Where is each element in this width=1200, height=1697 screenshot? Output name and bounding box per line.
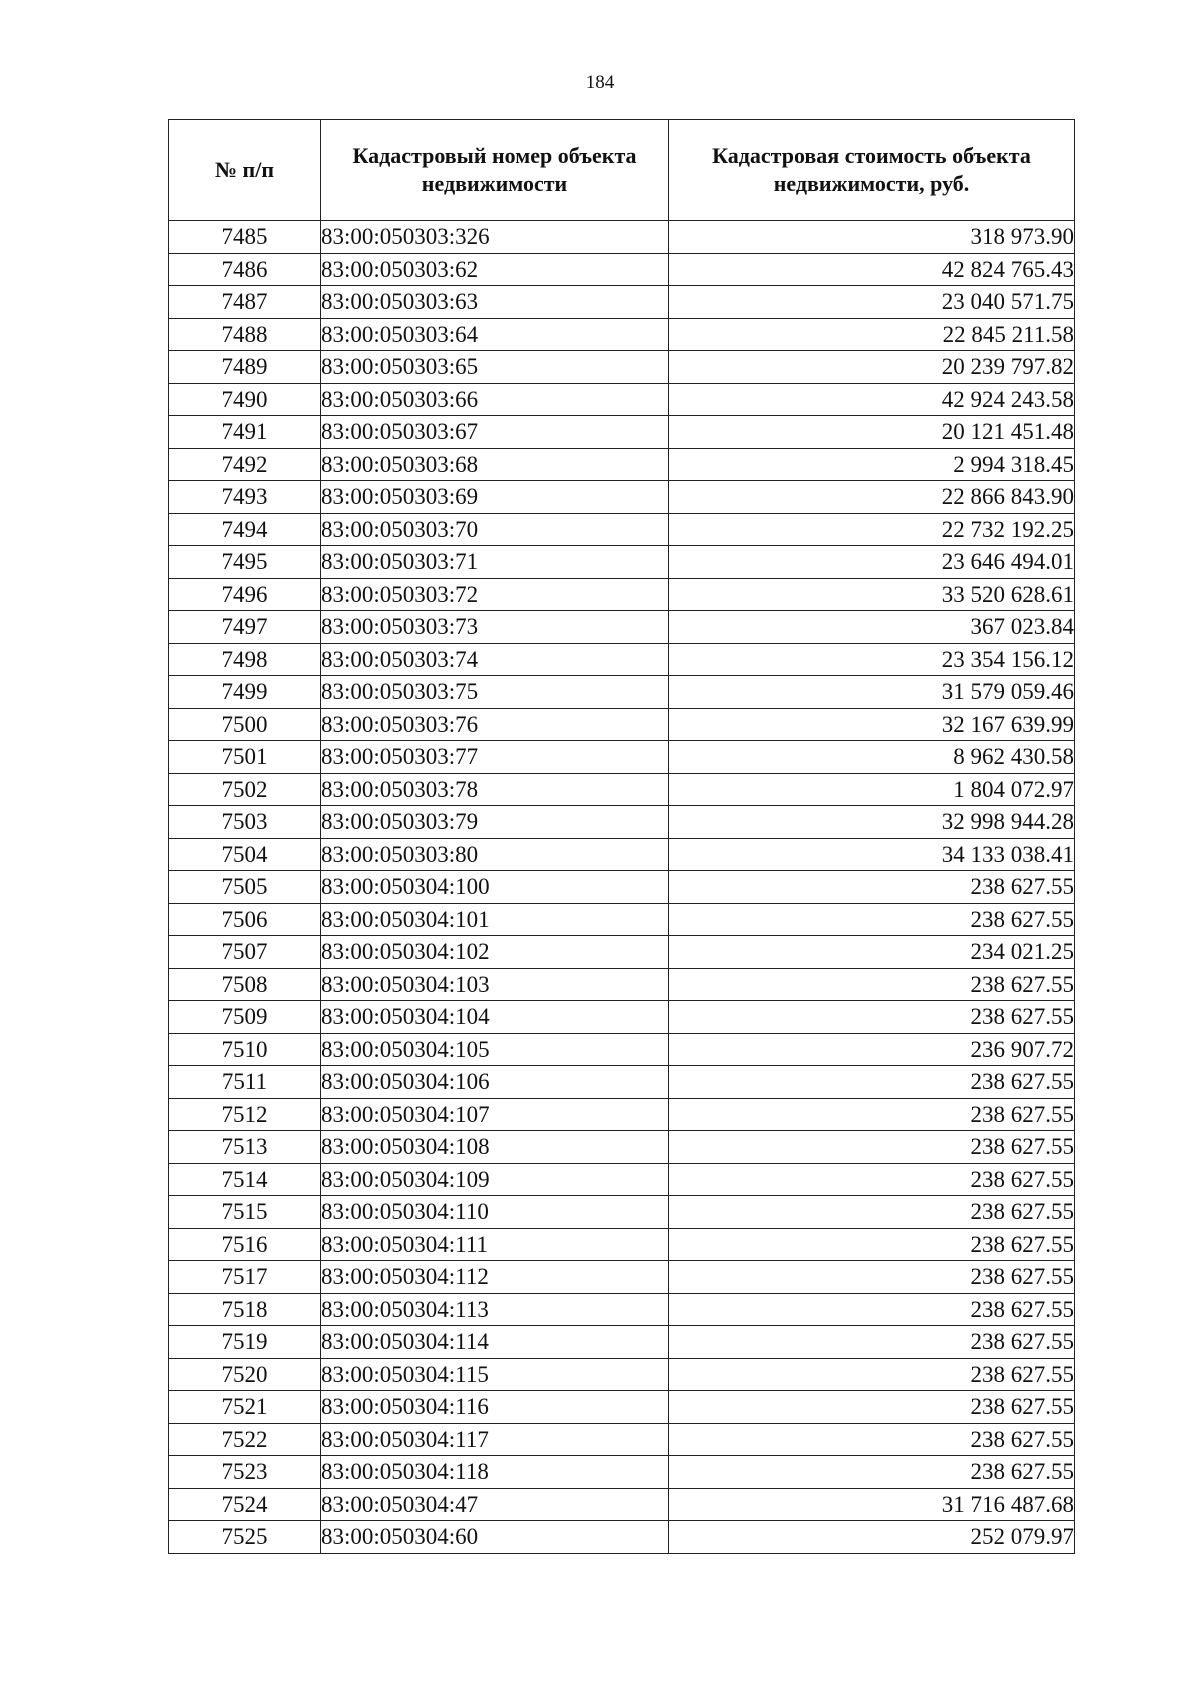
cadastral-value-cell: 318 973.90: [669, 221, 1075, 254]
cadastral-value-cell: 32 998 944.28: [669, 806, 1075, 839]
cadastral-value-cell: 238 627.55: [669, 1326, 1075, 1359]
table-row: [169, 1131, 1075, 1164]
cadastral-number-cell: 83:00:050303:72: [321, 578, 669, 611]
cadastral-value-cell: 238 627.55: [669, 1001, 1075, 1034]
row-number-cell: 7500: [169, 708, 321, 741]
row-number-cell: 7522: [169, 1423, 321, 1456]
table-row: [169, 676, 1075, 709]
row-number-cell: 7494: [169, 513, 321, 546]
cadastral-value-cell: 33 520 628.61: [669, 578, 1075, 611]
row-number-cell: 7487: [169, 286, 321, 319]
row-number-cell: 7524: [169, 1488, 321, 1521]
cadastral-value-cell: 32 167 639.99: [669, 708, 1075, 741]
cadastral-number-cell: 83:00:050303:66: [321, 383, 669, 416]
cadastral-number-cell: 83:00:050303:68: [321, 448, 669, 481]
page-number: 184: [585, 72, 615, 93]
row-number-cell: 7492: [169, 448, 321, 481]
table-row: [169, 1488, 1075, 1521]
cadastral-number-cell: 83:00:050303:80: [321, 838, 669, 871]
cadastral-value-cell: 42 924 243.58: [669, 383, 1075, 416]
row-number-cell: 7486: [169, 253, 321, 286]
table-row: [169, 1456, 1075, 1489]
table-row: [169, 611, 1075, 644]
cadastral-value-cell: 1 804 072.97: [669, 773, 1075, 806]
cadastral-number-cell: 83:00:050304:111: [321, 1228, 669, 1261]
cadastral-number-cell: 83:00:050304:108: [321, 1131, 669, 1164]
cadastral-value-cell: 22 845 211.58: [669, 318, 1075, 351]
row-number-cell: 7498: [169, 643, 321, 676]
cadastral-value-cell: 238 627.55: [669, 1261, 1075, 1294]
table-row: [169, 1391, 1075, 1424]
cadastral-value-cell: 23 354 156.12: [669, 643, 1075, 676]
cadastral-number-cell: 83:00:050304:116: [321, 1391, 669, 1424]
cadastral-value-cell: 238 627.55: [669, 1358, 1075, 1391]
cadastral-value-cell: 238 627.55: [669, 1066, 1075, 1099]
cadastral-number-cell: 83:00:050304:110: [321, 1196, 669, 1229]
row-number-cell: 7493: [169, 481, 321, 514]
table-row: [169, 416, 1075, 449]
table-row: [169, 903, 1075, 936]
table-row: [169, 1001, 1075, 1034]
cadastral-value-cell: 42 824 765.43: [669, 253, 1075, 286]
cadastral-number-cell: 83:00:050303:77: [321, 741, 669, 774]
cadastral-number-cell: 83:00:050303:76: [321, 708, 669, 741]
cadastral-value-cell: 20 121 451.48: [669, 416, 1075, 449]
cadastral-value-cell: 238 627.55: [669, 1163, 1075, 1196]
row-number-cell: 7517: [169, 1261, 321, 1294]
cadastral-value-cell: 2 994 318.45: [669, 448, 1075, 481]
cadastral-value-cell: 238 627.55: [669, 968, 1075, 1001]
row-number-cell: 7501: [169, 741, 321, 774]
row-number-cell: 7507: [169, 936, 321, 969]
table-row: [169, 286, 1075, 319]
cadastral-value-cell: 8 962 430.58: [669, 741, 1075, 774]
cadastral-number-cell: 83:00:050304:104: [321, 1001, 669, 1034]
table-row: [169, 1326, 1075, 1359]
table-row: [169, 1098, 1075, 1131]
cadastral-value-cell: 236 907.72: [669, 1033, 1075, 1066]
cadastral-value-cell: 31 579 059.46: [669, 676, 1075, 709]
cadastral-value-cell: 238 627.55: [669, 1196, 1075, 1229]
cadastral-value-cell: 238 627.55: [669, 903, 1075, 936]
row-number-cell: 7523: [169, 1456, 321, 1489]
row-number-cell: 7491: [169, 416, 321, 449]
table-row: [169, 968, 1075, 1001]
row-number-cell: 7520: [169, 1358, 321, 1391]
cadastral-number-cell: 83:00:050304:109: [321, 1163, 669, 1196]
cadastral-number-cell: 83:00:050304:60: [321, 1521, 669, 1554]
cadastral-number-cell: 83:00:050303:74: [321, 643, 669, 676]
cadastral-value-cell: 238 627.55: [669, 1098, 1075, 1131]
cadastral-number-cell: 83:00:050303:73: [321, 611, 669, 644]
row-number-cell: 7489: [169, 351, 321, 384]
row-number-cell: 7503: [169, 806, 321, 839]
cadastral-number-cell: 83:00:050303:65: [321, 351, 669, 384]
row-number-cell: 7516: [169, 1228, 321, 1261]
row-number-cell: 7512: [169, 1098, 321, 1131]
cadastral-value-cell: 22 866 843.90: [669, 481, 1075, 514]
cadastral-number-cell: 83:00:050304:114: [321, 1326, 669, 1359]
cadastral-number-cell: 83:00:050303:71: [321, 546, 669, 579]
table-row: [169, 838, 1075, 871]
row-number-cell: 7485: [169, 221, 321, 254]
row-number-cell: 7488: [169, 318, 321, 351]
cadastral-number-cell: 83:00:050304:102: [321, 936, 669, 969]
cadastral-value-cell: 238 627.55: [669, 1293, 1075, 1326]
cadastral-number-cell: 83:00:050303:78: [321, 773, 669, 806]
cadastral-number-cell: 83:00:050304:117: [321, 1423, 669, 1456]
table-row: [169, 1358, 1075, 1391]
table-row: [169, 1033, 1075, 1066]
row-number-cell: 7525: [169, 1521, 321, 1554]
table-row: [169, 1521, 1075, 1554]
cadastral-number-cell: 83:00:050303:64: [321, 318, 669, 351]
table-row: [169, 1196, 1075, 1229]
table-row: [169, 936, 1075, 969]
cadastral-number-cell: 83:00:050303:63: [321, 286, 669, 319]
cadastral-number-cell: 83:00:050304:101: [321, 903, 669, 936]
cadastral-number-cell: 83:00:050303:69: [321, 481, 669, 514]
table-row: [169, 448, 1075, 481]
table-row: [169, 871, 1075, 904]
table-row: [169, 1228, 1075, 1261]
table-row: [169, 1261, 1075, 1294]
cadastral-number-cell: 83:00:050303:67: [321, 416, 669, 449]
header-row-number: № п/п: [169, 120, 321, 221]
row-number-cell: 7497: [169, 611, 321, 644]
row-number-cell: 7499: [169, 676, 321, 709]
cadastral-value-cell: 23 646 494.01: [669, 546, 1075, 579]
row-number-cell: 7506: [169, 903, 321, 936]
cadastral-value-cell: 238 627.55: [669, 1391, 1075, 1424]
cadastral-number-cell: 83:00:050304:47: [321, 1488, 669, 1521]
row-number-cell: 7515: [169, 1196, 321, 1229]
table-row: [169, 806, 1075, 839]
table-row: [169, 643, 1075, 676]
table-row: [169, 481, 1075, 514]
table-row: [169, 318, 1075, 351]
row-number-cell: 7490: [169, 383, 321, 416]
table-row: [169, 351, 1075, 384]
table-row: [169, 1423, 1075, 1456]
cadastral-value-cell: 22 732 192.25: [669, 513, 1075, 546]
cadastral-number-cell: 83:00:050304:107: [321, 1098, 669, 1131]
header-cadastral-value: Кадастровая стоимость объекта недвижимости, руб.: [669, 120, 1075, 221]
row-number-cell: 7508: [169, 968, 321, 1001]
table-row: [169, 513, 1075, 546]
cadastral-value-cell: 34 133 038.41: [669, 838, 1075, 871]
row-number-cell: 7519: [169, 1326, 321, 1359]
cadastral-number-cell: 83:00:050304:112: [321, 1261, 669, 1294]
cadastral-number-cell: 83:00:050304:113: [321, 1293, 669, 1326]
cadastral-number-cell: 83:00:050303:79: [321, 806, 669, 839]
table-row: [169, 546, 1075, 579]
cadastral-value-cell: 23 040 571.75: [669, 286, 1075, 319]
table-row: [169, 253, 1075, 286]
row-number-cell: 7509: [169, 1001, 321, 1034]
row-number-cell: 7502: [169, 773, 321, 806]
table-row: [169, 1163, 1075, 1196]
row-number-cell: 7504: [169, 838, 321, 871]
row-number-cell: 7511: [169, 1066, 321, 1099]
table-row: [169, 578, 1075, 611]
row-number-cell: 7495: [169, 546, 321, 579]
table-row: [169, 1293, 1075, 1326]
table-row: [169, 773, 1075, 806]
row-number-cell: 7510: [169, 1033, 321, 1066]
cadastral-number-cell: 83:00:050304:106: [321, 1066, 669, 1099]
cadastral-number-cell: 83:00:050303:70: [321, 513, 669, 546]
table-row: [169, 708, 1075, 741]
row-number-cell: 7513: [169, 1131, 321, 1164]
header-cadastral-number: Кадастровый номер объекта недвижимости: [321, 120, 669, 221]
table-header-row: [169, 120, 1075, 221]
row-number-cell: 7514: [169, 1163, 321, 1196]
cadastral-number-cell: 83:00:050303:326: [321, 221, 669, 254]
table-row: [169, 383, 1075, 416]
cadastral-number-cell: 83:00:050304:100: [321, 871, 669, 904]
cadastral-value-cell: 238 627.55: [669, 1228, 1075, 1261]
cadastral-value-table: [168, 119, 1075, 1554]
row-number-cell: 7521: [169, 1391, 321, 1424]
cadastral-number-cell: 83:00:050304:115: [321, 1358, 669, 1391]
cadastral-number-cell: 83:00:050304:105: [321, 1033, 669, 1066]
cadastral-value-cell: 238 627.55: [669, 1456, 1075, 1489]
cadastral-number-cell: 83:00:050304:118: [321, 1456, 669, 1489]
cadastral-value-cell: 238 627.55: [669, 1423, 1075, 1456]
cadastral-number-cell: 83:00:050304:103: [321, 968, 669, 1001]
table-row: [169, 1066, 1075, 1099]
cadastral-value-cell: 238 627.55: [669, 871, 1075, 904]
cadastral-value-cell: 234 021.25: [669, 936, 1075, 969]
cadastral-value-cell: 31 716 487.68: [669, 1488, 1075, 1521]
cadastral-value-cell: 20 239 797.82: [669, 351, 1075, 384]
table-row: [169, 221, 1075, 254]
table-body: [169, 221, 1075, 1554]
cadastral-value-cell: 252 079.97: [669, 1521, 1075, 1554]
table-row: [169, 741, 1075, 774]
cadastral-value-cell: 238 627.55: [669, 1131, 1075, 1164]
cadastral-number-cell: 83:00:050303:75: [321, 676, 669, 709]
row-number-cell: 7518: [169, 1293, 321, 1326]
row-number-cell: 7505: [169, 871, 321, 904]
table-header: [169, 120, 1075, 221]
row-number-cell: 7496: [169, 578, 321, 611]
cadastral-number-cell: 83:00:050303:62: [321, 253, 669, 286]
cadastral-value-cell: 367 023.84: [669, 611, 1075, 644]
